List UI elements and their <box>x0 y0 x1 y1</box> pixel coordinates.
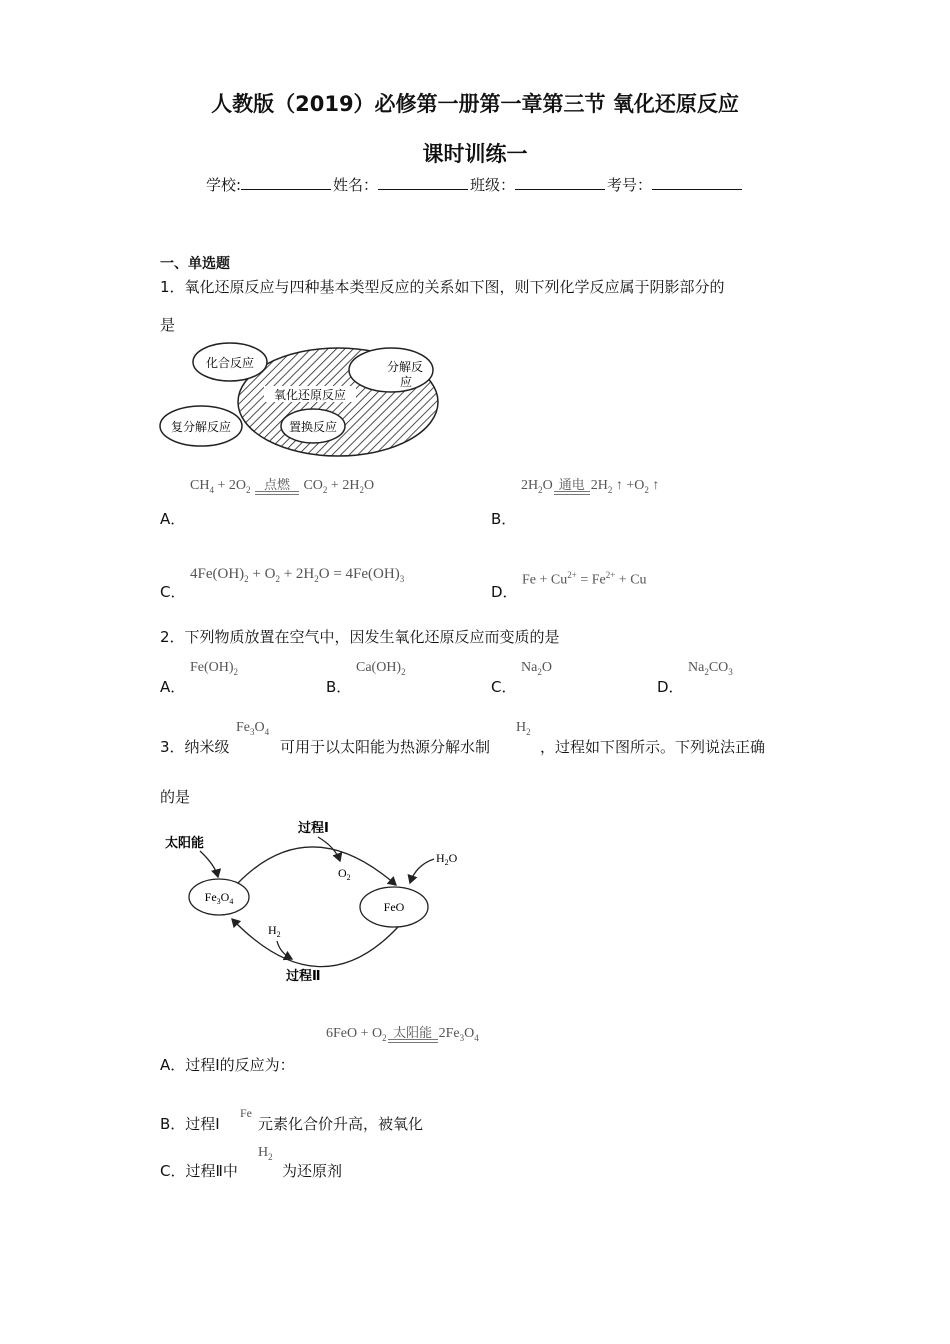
q3-option-b-text-2[interactable]: 元素化合价升高，被氧化 <box>258 1115 424 1133</box>
redox-venn-diagram <box>158 340 448 460</box>
redox-label: 氧化还原反应 <box>273 388 347 402</box>
q2-option-a-label[interactable]: A． <box>160 678 186 696</box>
page-subtitle: 课时训练一 <box>422 142 528 166</box>
q1-option-b-label[interactable]: B． <box>491 510 517 528</box>
school-label: 学校: <box>205 176 241 194</box>
solar-energy-label: 太阳能 <box>165 836 205 851</box>
q1-option-c-formula[interactable]: $4Fe(OH)_2 + O_2 + 2H_2O = 4Fe(OH)_3$ <box>190 566 405 584</box>
double-displacement-label: 复分解反应 <box>170 420 232 434</box>
q2-option-d-label[interactable]: D． <box>657 678 684 696</box>
o2-label: $O_2$ <box>338 866 351 882</box>
student-info <box>0 174 950 195</box>
displacement-label: 置换反应 <box>288 420 338 434</box>
q3-option-c-h2[interactable]: $H_2$ <box>258 1145 273 1162</box>
name-blank[interactable] <box>378 175 468 190</box>
q3-stem-part3: ，过程如下图所示。下列说法正确 <box>540 738 766 756</box>
h2-label: $H_2$ <box>268 923 281 939</box>
q1-option-b-formula[interactable]: $2H_2O$ 通电 $2H_2$ ↑ $+O_2$ ↑ <box>521 477 660 495</box>
q3-stem-part2: 可用于以太阳能为热源分解水制 <box>280 738 491 756</box>
solar-arrow <box>200 851 218 877</box>
fe3o4-node-label: $Fe_3O_4$ <box>204 890 234 906</box>
q1-stem-cont: 是 <box>160 316 176 334</box>
h2o-label: $H_2O$ <box>436 851 458 867</box>
q1-option-d-formula[interactable]: $Fe + Cu^{2+} = Fe^{2+} + Cu$ <box>522 570 647 588</box>
q2-option-d-formula[interactable]: $Na_2CO_3$ <box>688 660 733 677</box>
q1-option-c-label[interactable]: C． <box>160 583 186 601</box>
combination-label: 化合反应 <box>205 356 255 370</box>
class-label: 班级： <box>470 176 516 194</box>
q3-option-c-text-1[interactable]: C．过程Ⅱ中 <box>160 1162 238 1180</box>
section-heading: 一、单选题 <box>160 256 230 272</box>
q3-h2-formula: $H_2$ <box>516 720 531 737</box>
q1-option-a-formula[interactable]: $CH_4 + 2O_2$ 点燃 $CO_2 + 2H_2O$ <box>190 477 375 495</box>
decomposition-label-1: 分解反 <box>386 360 424 374</box>
q2-option-c-formula[interactable]: $Na_2O$ <box>521 660 552 677</box>
page-title: 人教版（2019）必修第一册第一章第三节 氧化还原反应 <box>211 92 739 116</box>
q3-option-b-text-1[interactable]: B．过程Ⅰ <box>160 1115 220 1133</box>
q3-option-a-text[interactable]: A．过程Ⅰ的反应为： <box>160 1056 295 1074</box>
process2-arrow <box>232 919 398 967</box>
q3-option-a-formula[interactable]: $6FeO + O_2$ 太阳能 $2Fe_3O_4$ <box>326 1025 479 1043</box>
process1-arrow <box>238 847 396 885</box>
q2-option-c-label[interactable]: C． <box>491 678 517 696</box>
q2-stem: 2．下列物质放置在空气中，因发生氧化还原反应而变质的是 <box>160 628 560 646</box>
q3-fe3o4-formula: $Fe_3O_4$ <box>236 720 270 737</box>
q1-option-b-condition: 通电 <box>558 477 585 492</box>
q1-option-a-condition: 点燃 <box>263 477 290 492</box>
q2-option-a-formula[interactable]: $Fe(OH)_2$ <box>190 660 239 677</box>
q2-option-b-label[interactable]: B． <box>326 678 352 696</box>
q1-option-a-label[interactable]: A． <box>160 510 186 528</box>
school-blank[interactable] <box>241 175 331 190</box>
h2o-arrow <box>410 859 434 883</box>
class-blank[interactable] <box>515 175 605 190</box>
name-label: 姓名： <box>333 176 379 194</box>
q3-stem-part1: 3．纳米级 <box>160 738 230 756</box>
q3-option-c-text-2[interactable]: 为还原剂 <box>282 1162 343 1180</box>
q3-option-b-fe[interactable]: Fe <box>240 1106 252 1120</box>
number-blank[interactable] <box>652 175 742 190</box>
q2-option-b-formula[interactable]: $Ca(OH)_2$ <box>356 660 406 677</box>
feo-node-label: FeO <box>383 900 405 914</box>
process1-label: 过程Ⅰ <box>298 821 329 836</box>
q3-option-a-condition: 太阳能 <box>393 1025 433 1040</box>
q3-stem-cont: 的是 <box>160 788 191 806</box>
decomposition-label-2: 应 <box>399 375 413 389</box>
q1-option-d-label[interactable]: D． <box>491 583 518 601</box>
q1-stem: 1．氧化还原反应与四种基本类型反应的关系如下图，则下列化学反应属于阴影部分的 <box>160 278 725 296</box>
process2-label: 过程Ⅱ <box>286 969 321 984</box>
q3-cycle-diagram <box>160 815 480 990</box>
number-label: 考号： <box>607 176 653 194</box>
